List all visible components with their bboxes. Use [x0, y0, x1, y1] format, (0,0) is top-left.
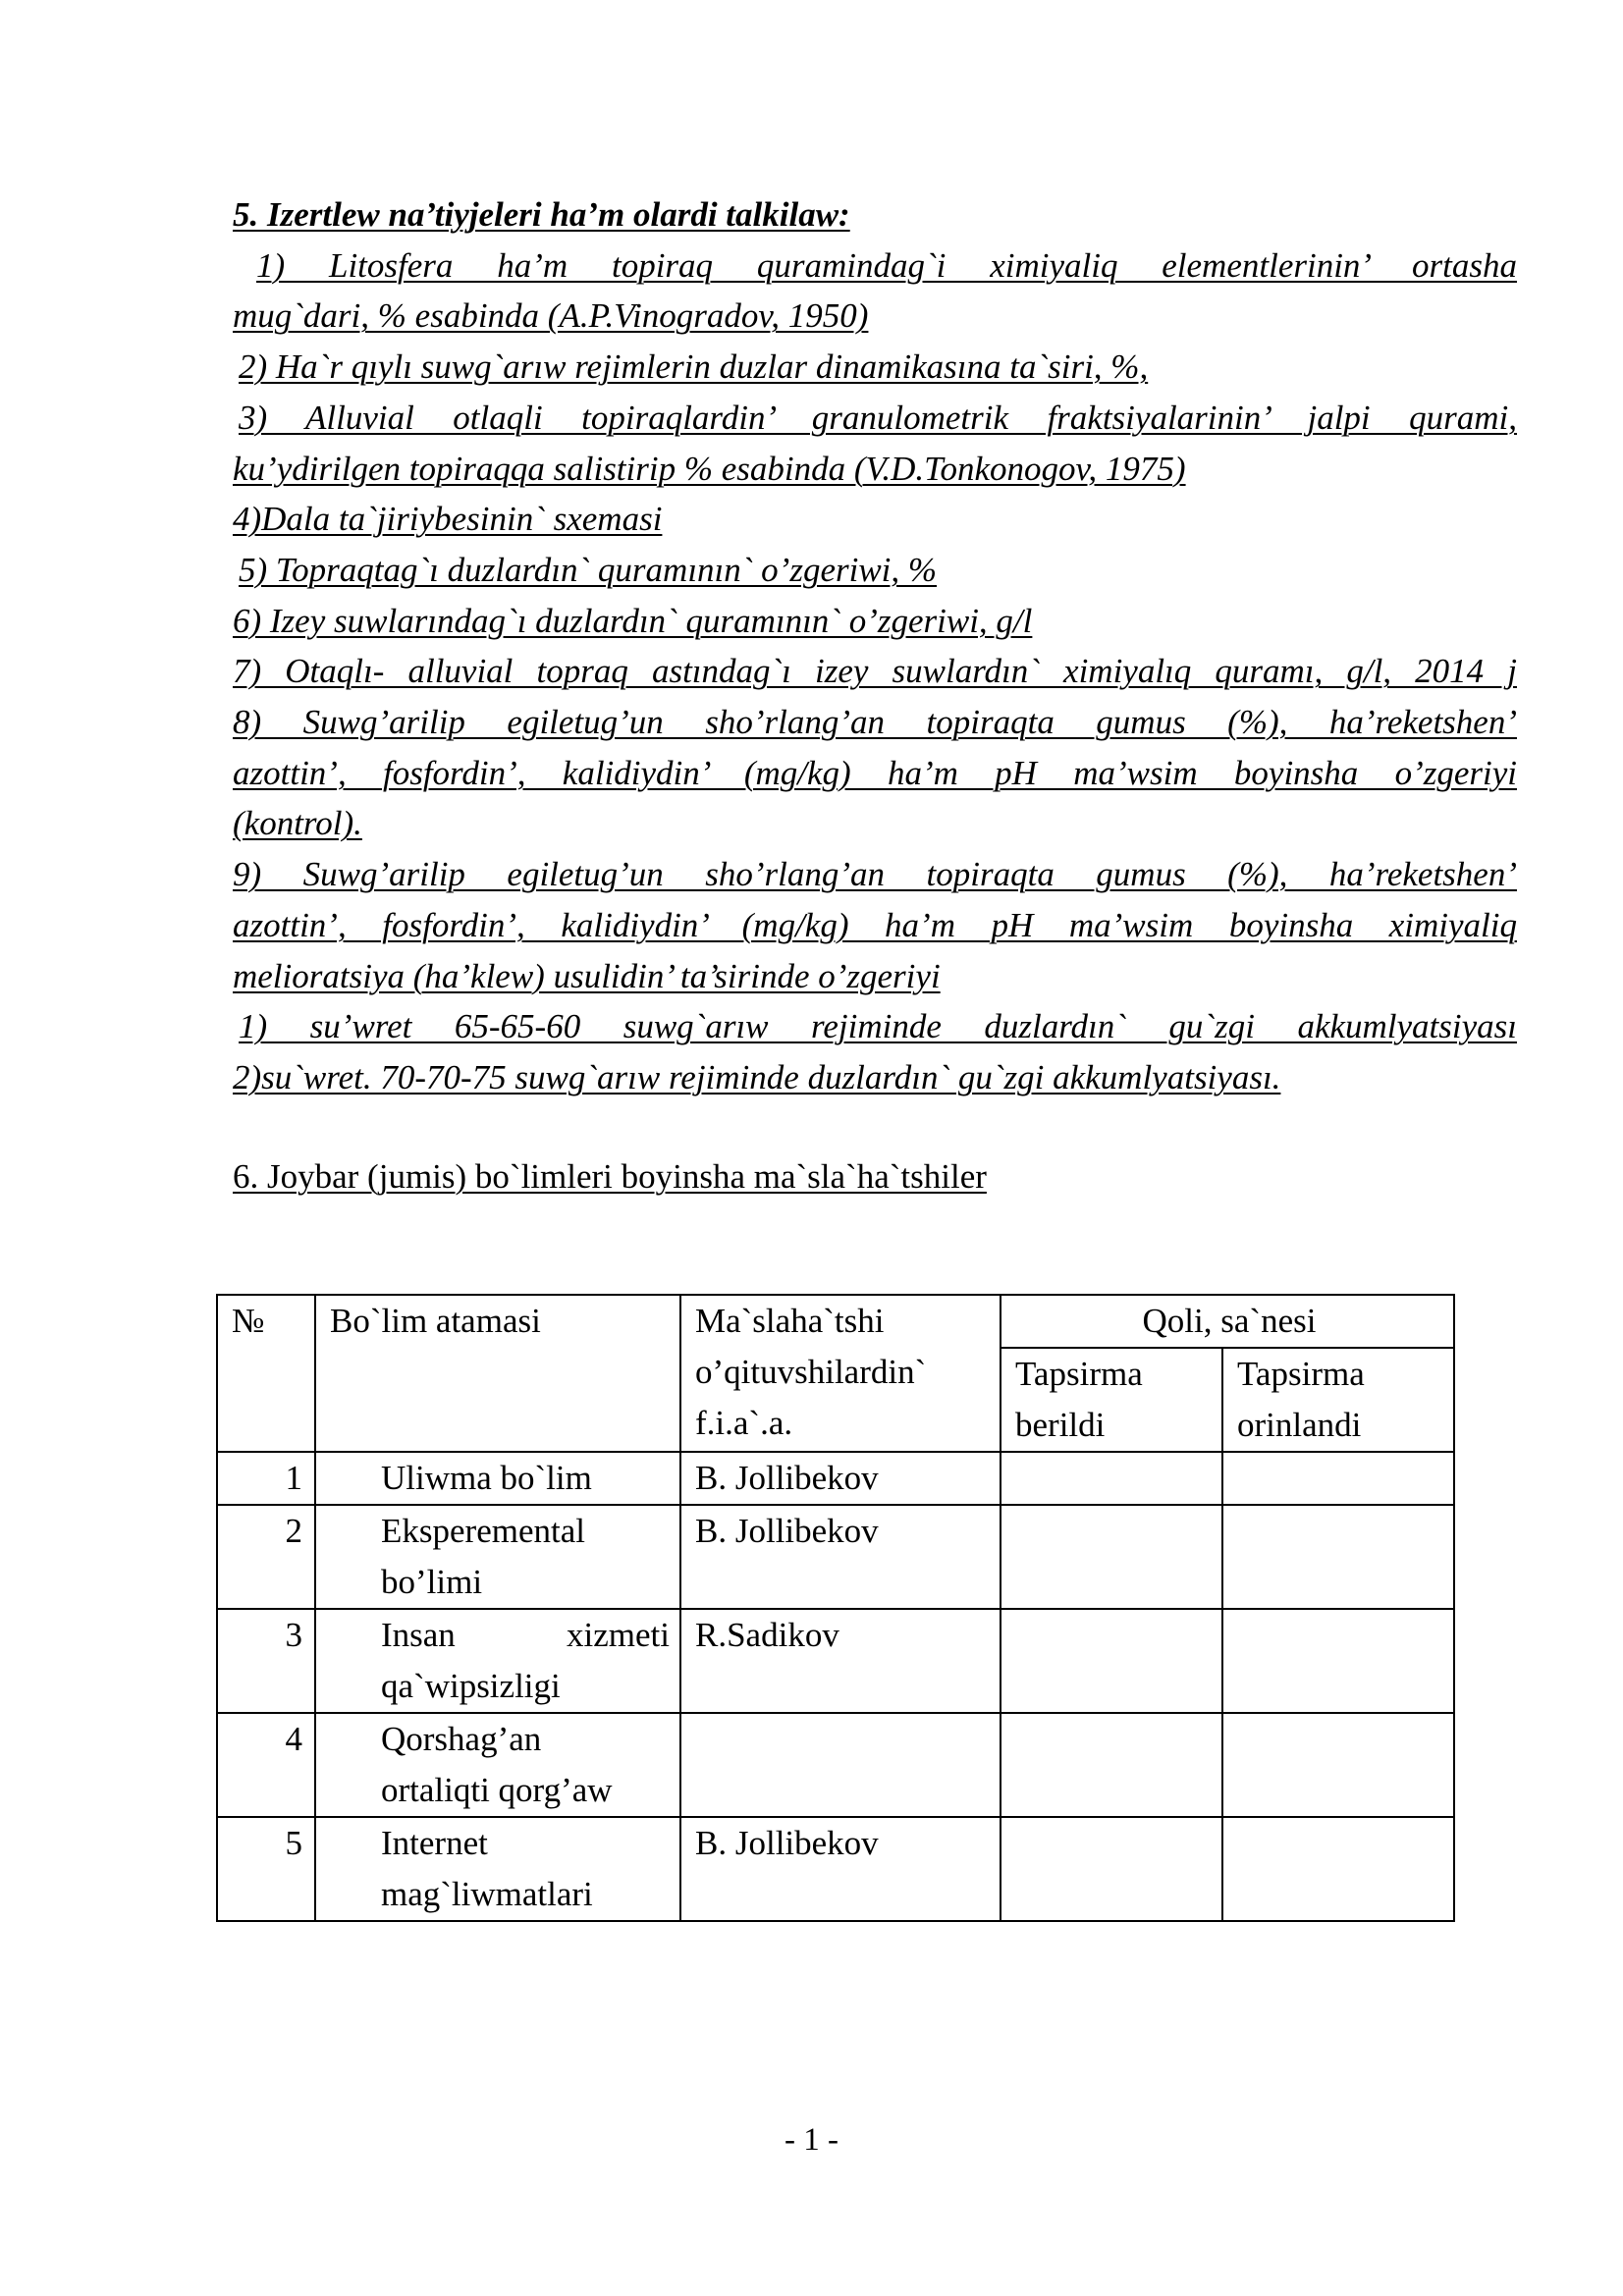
- section-5-line: melioratsiya (ha’klew) usulidin’ ta’sirinde o’zgeriyi: [233, 956, 941, 995]
- row-task-given-cell: [1001, 1452, 1222, 1505]
- section-5-line: 1) su’wret 65-65-60 suwg`arıw rejiminde duzlardın` gu`zgi akkumlyatsiyası: [239, 1007, 1517, 1046]
- section-5-items: [233, 240, 1517, 1103]
- section-5-line: azottin’, fosfordin’, kalidiydin’ (mg/kg) ha’m pH ma’wsim boyinsha ximiyaliq: [233, 905, 1517, 944]
- row-section-name: Insan xizmeti qa`wipsizligi: [315, 1609, 680, 1713]
- section-5-line: 5) Topraqtag`ı duzlardın` quramının` o’zgeriwi, %: [239, 550, 938, 589]
- section-5-line: (kontrol).: [233, 804, 362, 843]
- page-number: - 1 -: [784, 2122, 839, 2158]
- section-5-line: 2)su`wret. 70-70-75 suwg`arıw rejiminde duzlardın` gu`zgi akkumlyatsiyası.: [233, 1057, 1281, 1096]
- row-advisor: B. Jollibekov: [680, 1505, 1001, 1609]
- section-5-line: 9) Suwg’arilip egiletug’un sho’rlang’an topiraqta gumus (%), ha’reketshen’: [233, 855, 1517, 894]
- row-advisor: B. Jollibekov: [680, 1817, 1001, 1921]
- row-task-given-cell: [1001, 1505, 1222, 1609]
- row-number: 1: [217, 1452, 315, 1505]
- row-advisor: R.Sadikov: [680, 1609, 1001, 1713]
- row-task-done-cell: [1222, 1817, 1454, 1921]
- row-advisor: [680, 1713, 1001, 1817]
- row-task-given-cell: [1001, 1817, 1222, 1921]
- advisors-table: [216, 1294, 1455, 1922]
- header-task-done: Tapsirma orinlandi: [1222, 1348, 1454, 1452]
- table-row: [217, 1609, 1454, 1713]
- row-task-given-cell: [1001, 1609, 1222, 1713]
- table-row: [217, 1817, 1454, 1921]
- section-5-line: azottin’, fosfordin’, kalidiydin’ (mg/kg) ha’m pH ma’wsim boyinsha o’zgeriyi: [233, 753, 1517, 792]
- row-number: 4: [217, 1713, 315, 1817]
- row-section-name: Qorshag’an ortaliqti qorg’aw: [315, 1713, 680, 1817]
- row-section-name: Eksperemental bo’limi: [315, 1505, 680, 1609]
- row-section-name: Internet mag`liwmatlari: [315, 1817, 680, 1921]
- row-advisor: B. Jollibekov: [680, 1452, 1001, 1505]
- header-num: №: [217, 1295, 315, 1452]
- header-signature: Qoli, sa`nesi: [1001, 1295, 1454, 1348]
- row-task-done-cell: [1222, 1713, 1454, 1817]
- header-advisor: Ma`slaha`tshi o’qituvshilardin` f.i.a`.a.: [680, 1295, 1001, 1452]
- section-5: [233, 189, 1517, 1103]
- row-task-done-cell: [1222, 1609, 1454, 1713]
- section-5-line: 4)Dala ta`jiriybesinin` sxemasi: [233, 500, 663, 539]
- section-5-line: 2) Ha`r qıylı suwg`arıw rejimlerin duzlar dinamikasına ta`siri, %,: [239, 347, 1149, 387]
- section-5-line: 3) Alluvial otlaqli topiraqlardin’ granulometrik fraktsiyalarinin’ jalpi qurami,: [239, 398, 1517, 437]
- section-5-heading: 5. Izertlew na’tiyjeleri ha’m olardi talkilaw:: [233, 195, 850, 234]
- row-task-given-cell: [1001, 1713, 1222, 1817]
- header-name: Bo`lim atamasi: [315, 1295, 680, 1452]
- section-5-line: 1) Litosfera ha’m topiraq quramindag`i ximiyaliq elementlerinin’ ortasha: [256, 245, 1517, 285]
- table-row: [217, 1713, 1454, 1817]
- section-6-heading: 6. Joybar (jumis) bo`limleri boyinsha ma`sla`ha`tshiler: [233, 1157, 987, 1196]
- table-header-row: [217, 1295, 1454, 1348]
- table-row: [217, 1505, 1454, 1609]
- row-number: 2: [217, 1505, 315, 1609]
- row-task-done-cell: [1222, 1452, 1454, 1505]
- row-number: 3: [217, 1609, 315, 1713]
- section-5-line: 6) Izey suwlarındag`ı duzlardın` quramının` o’zgeriwi, g/l: [233, 601, 1033, 640]
- section-5-line: ku’ydirilgen topiraqqa salistirip % esabinda (V.D.Tonkonogov, 1975): [233, 449, 1186, 488]
- row-task-done-cell: [1222, 1505, 1454, 1609]
- section-5-line: mug`dari, % esabinda (A.P.Vinogradov, 1950): [233, 296, 869, 336]
- section-5-line: 7) Otaqlı- alluvial topraq astındag`ı izey suwlardın` ximiyalıq quramı, g/l, 2014 j: [233, 652, 1517, 691]
- table-row: [217, 1452, 1454, 1505]
- row-number: 5: [217, 1817, 315, 1921]
- row-section-name: Uliwma bo`lim: [315, 1452, 680, 1505]
- header-task-given: Tapsirma berildi: [1001, 1348, 1222, 1452]
- section-5-line: 8) Suwg’arilip egiletug’un sho’rlang’an topiraqta gumus (%), ha’reketshen’: [233, 703, 1517, 742]
